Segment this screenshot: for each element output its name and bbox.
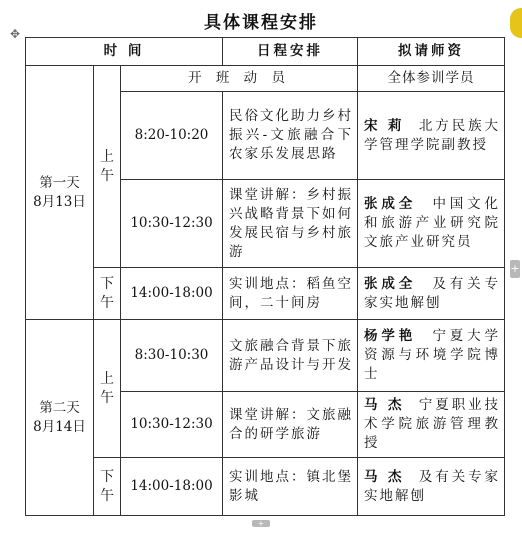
plus-icon: + (257, 519, 265, 528)
session-lecturer (358, 180, 505, 268)
header-time: 时 间 (26, 38, 223, 66)
day-label (26, 320, 94, 516)
add-column-handle[interactable] (510, 260, 520, 278)
session-time: 14:00-18:00 (121, 268, 223, 320)
header-schedule: 日程安排 (223, 38, 358, 66)
session-topic: 实训地点：稻鱼空间，二十间房 (223, 268, 358, 320)
session-time: 10:30-12:30 (121, 392, 223, 458)
lecturer-desc: 中国文化和旅游产业研究院文旅产业研究员 (364, 196, 501, 250)
session-topic: 文旅融合背景下旅游产品设计与开发 (223, 320, 358, 392)
table-row (26, 458, 505, 516)
half-day-label: 下午 (100, 468, 114, 504)
day-number: 第一天 (39, 174, 80, 191)
session-time: 10:30-12:30 (121, 180, 223, 268)
add-row-handle[interactable] (252, 520, 270, 527)
lecturer-name: 张成全 (364, 275, 417, 292)
lecturer-desc: 及有关专家实地解刨 (364, 468, 501, 504)
session-time: 8:20-10:20 (121, 92, 223, 180)
corner-badge (510, 8, 522, 38)
lecturer-name: 宋 莉 (364, 117, 405, 134)
half-day-cell (94, 268, 121, 320)
session-time: 14:00-18:00 (121, 458, 223, 516)
half-day-label: 上午 (100, 370, 114, 406)
half-day-label: 下午 (100, 275, 114, 311)
session-topic: 课堂讲解：乡村振兴战略背景下如何发展民宿与乡村旅游 (223, 180, 358, 268)
session-lecturer (358, 268, 505, 320)
day-date: 8月14日 (33, 418, 86, 435)
session-lecturer (358, 320, 505, 392)
session-topic: 课堂讲解：文旅融合的研学旅游 (223, 392, 358, 458)
table-row (26, 66, 505, 92)
schedule-table (25, 37, 505, 516)
table-header-row (26, 38, 505, 66)
lecturer-name: 马 杰 (364, 468, 405, 485)
page-title: 具体课程安排 (204, 13, 318, 33)
session-topic: 实训地点：镇北堡影城 (223, 458, 358, 516)
day-date: 8月13日 (33, 193, 86, 210)
table-row (26, 268, 505, 320)
lecturer-desc: 及有关专家实地解刨 (364, 275, 501, 311)
day-label (26, 66, 94, 320)
lecturer-desc: 北方民族大学管理学院副教授 (364, 117, 501, 153)
half-day-cell (94, 66, 121, 268)
lecturer-desc: 宁夏职业技术学院旅游管理教授 (364, 397, 501, 451)
half-day-cell (94, 458, 121, 516)
lecturer-name: 马 杰 (364, 397, 405, 413)
session-lecturer (358, 92, 505, 180)
lecturer-name: 杨学艳 (364, 328, 417, 344)
move-arrows-icon[interactable]: ✥ (9, 27, 21, 41)
header-lecturer: 拟请师资 (358, 38, 505, 66)
session-topic: 民俗文化助力乡村振兴-文旅融合下农家乐发展思路 (223, 92, 358, 180)
session-lecturer (358, 392, 505, 458)
opening-attendees: 全体参训学员 (358, 66, 505, 92)
table-row (26, 320, 505, 392)
half-day-label: 上午 (100, 148, 114, 184)
plus-icon: + (510, 262, 520, 275)
half-day-cell (94, 320, 121, 458)
session-time: 8:30-10:30 (121, 320, 223, 392)
lecturer-desc: 宁夏大学资源与环境学院博士 (364, 328, 501, 382)
opening-session: 开 班 动 员 (121, 66, 358, 92)
lecturer-name: 张成全 (364, 196, 417, 212)
day-number: 第二天 (39, 399, 80, 416)
session-lecturer (358, 458, 505, 516)
